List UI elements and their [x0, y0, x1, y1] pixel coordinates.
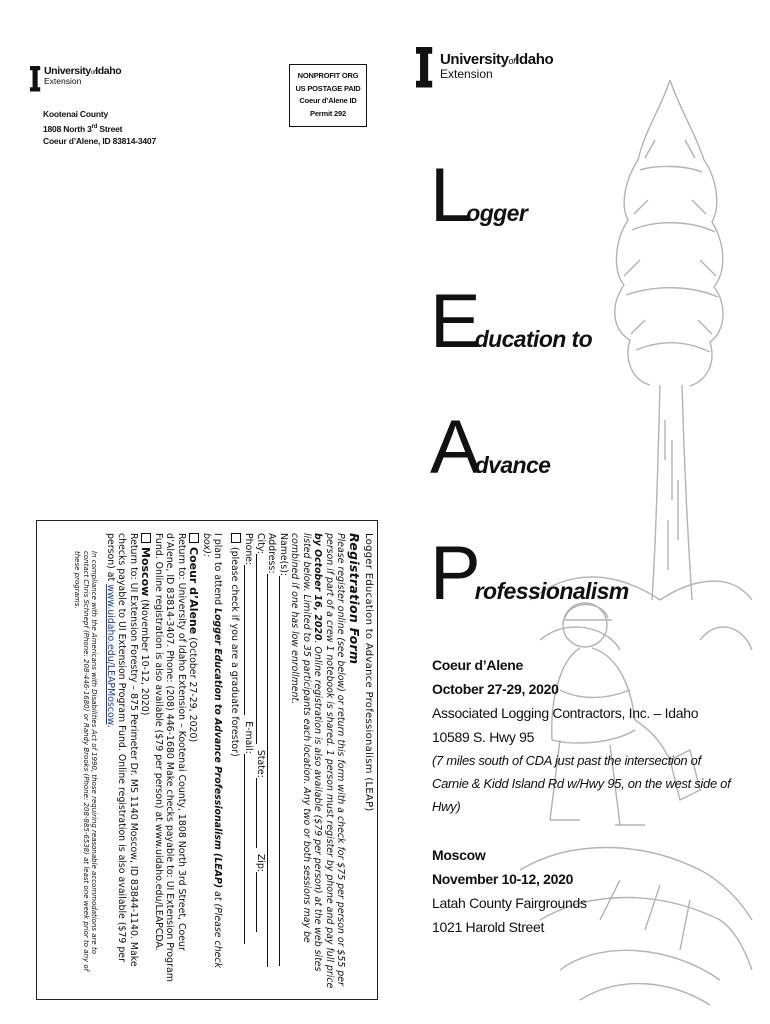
event-venue: Associated Logging Contractors, Inc. – Idaho: [432, 705, 699, 721]
event-dates: October 27-29, 2020: [432, 681, 559, 697]
postage-line: US POSTAGE PAID: [295, 83, 361, 93]
zip-label: Zip:: [255, 853, 266, 872]
title-education: E ducation to: [430, 279, 593, 364]
moscow-option: [105, 533, 152, 989]
event-dates: November 10-12, 2020: [432, 871, 574, 887]
phone-field[interactable]: [245, 565, 255, 715]
event-address: 10589 S. Hwy 95: [432, 729, 535, 745]
return-address: [43, 108, 156, 147]
email-field[interactable]: [245, 754, 255, 944]
logo-university-text: UniversityofIdaho: [44, 65, 122, 77]
zip-field[interactable]: [256, 872, 266, 932]
address-row: [266, 533, 278, 989]
title-advance: A dvance: [430, 405, 551, 490]
logo-extension-text: Extension: [440, 66, 493, 81]
form-subtitle: Registration Form: [347, 533, 363, 665]
event-directions: (7 miles south of CDA just past the intersection of Carnie & Kidd Island Rd w/Hwy 95, on the west side of Hwy): [432, 753, 731, 814]
email-label: E-mail:: [243, 721, 255, 754]
idaho-i-icon: [30, 66, 40, 92]
idaho-i-icon: [416, 47, 432, 88]
address-field[interactable]: [268, 574, 278, 967]
registration-form: [36, 520, 378, 1000]
ada-compliance-note: In compliance with the Americans with Disabilities Act of 1990, those requiring reasonable accommodations are to contact Chris Schnepf (Phone: 208-446-1680) or Randy Brooks (Phone: 208-885-6538) at least one week prior to any of these programs.: [73, 551, 99, 972]
forester-checkbox[interactable]: [231, 533, 241, 543]
logo-extension-text: Extension: [44, 76, 82, 87]
logo-university-text: UniversityofIdaho: [440, 51, 554, 68]
event-city: Coeur d’Alene: [432, 657, 524, 673]
postage-indicia: [289, 64, 367, 127]
title-logger: L ogger: [430, 153, 528, 238]
postage-line: Coeur d’Alene ID: [299, 96, 357, 105]
address-line-city: Coeur d’Alene, ID 83814-3407: [43, 135, 156, 146]
moscow-registration-link[interactable]: www.uidaho.edu/LEAPMoscow: [105, 584, 116, 725]
cda-option: [153, 533, 200, 989]
moscow-instructions: Return to: UI Extension Forestry – 875 Perimeter Dr. MS 1140 Moscow, ID 83844-1140. Make checks payable to UI Extension Program Fund. Online registration is also available ($79 per person) at www.uidaho.edu/LEAPMoscow.: [105, 533, 139, 967]
cda-dates: (October 27-29, 2020): [187, 634, 199, 743]
phone-row: [243, 533, 255, 989]
form-instructions: Please register online (see below) or return this form with a check for $75 per person or $55 per person if part of a crew 1 notebook is shared. 1 person must register by phone and pay full price by October 16, 2020. Online registration is also available ($79 per person) at the web sites listed below. Limited to 35 participants each location. Any two or both sessions may be combined if one has low enrollment.: [289, 533, 347, 989]
city-field[interactable]: [256, 554, 266, 744]
cda-heading: Coeur d’Alene: [187, 547, 201, 635]
forester-label: (please check if you are a graduate forestor): [229, 547, 240, 757]
city-label: City:: [255, 533, 266, 554]
attend-text: I plan to attend Logger Education to Advance Professionalism (LEAP) at (Please check box):: [201, 533, 224, 968]
university-logo-large: [416, 47, 553, 80]
address-label: Address:: [266, 533, 278, 574]
cda-instructions: Return to: University of Idaho Extension – Kootenai County, 1808 North 3rd Street, Coeur d’Alene, ID 83814-3407. Phone: (208) 446-1680 Make checks payable to: UI Extension Program Fund. Online registration is also available ($79 per person) at www.uidaho.edu/LEAPCDA.: [153, 533, 187, 982]
address-line-county: Kootenai County: [43, 109, 108, 119]
title-professionalism: P rofessionalism: [430, 531, 629, 616]
university-logo-small: [30, 66, 121, 96]
event-moscow: [432, 843, 587, 939]
moscow-heading: Moscow: [139, 547, 153, 597]
address-line-street: 1808 North 3rd Street: [43, 123, 123, 134]
city-row: [255, 533, 267, 989]
form-title: Logger Education to Advance Professionalism (LEAP): [363, 533, 374, 812]
event-city: Moscow: [432, 847, 486, 863]
name-label: Name(s):: [278, 533, 289, 577]
cda-checkbox[interactable]: [190, 533, 200, 543]
name-field[interactable]: [279, 576, 289, 966]
name-row: [278, 533, 290, 989]
forester-row: [229, 533, 242, 989]
event-coeur-dalene: [432, 653, 732, 818]
postage-line: NONPROFIT ORG: [297, 71, 359, 80]
phone-label: Phone:: [243, 533, 255, 566]
state-label: State:: [255, 749, 266, 778]
postage-line: Permit 292: [310, 108, 346, 118]
moscow-dates: (November 10-12, 2020): [139, 596, 151, 716]
state-field[interactable]: [256, 778, 266, 848]
moscow-checkbox[interactable]: [142, 533, 152, 543]
event-address: 1021 Harold Street: [432, 919, 545, 935]
event-venue: Latah County Fairgrounds: [432, 895, 587, 911]
